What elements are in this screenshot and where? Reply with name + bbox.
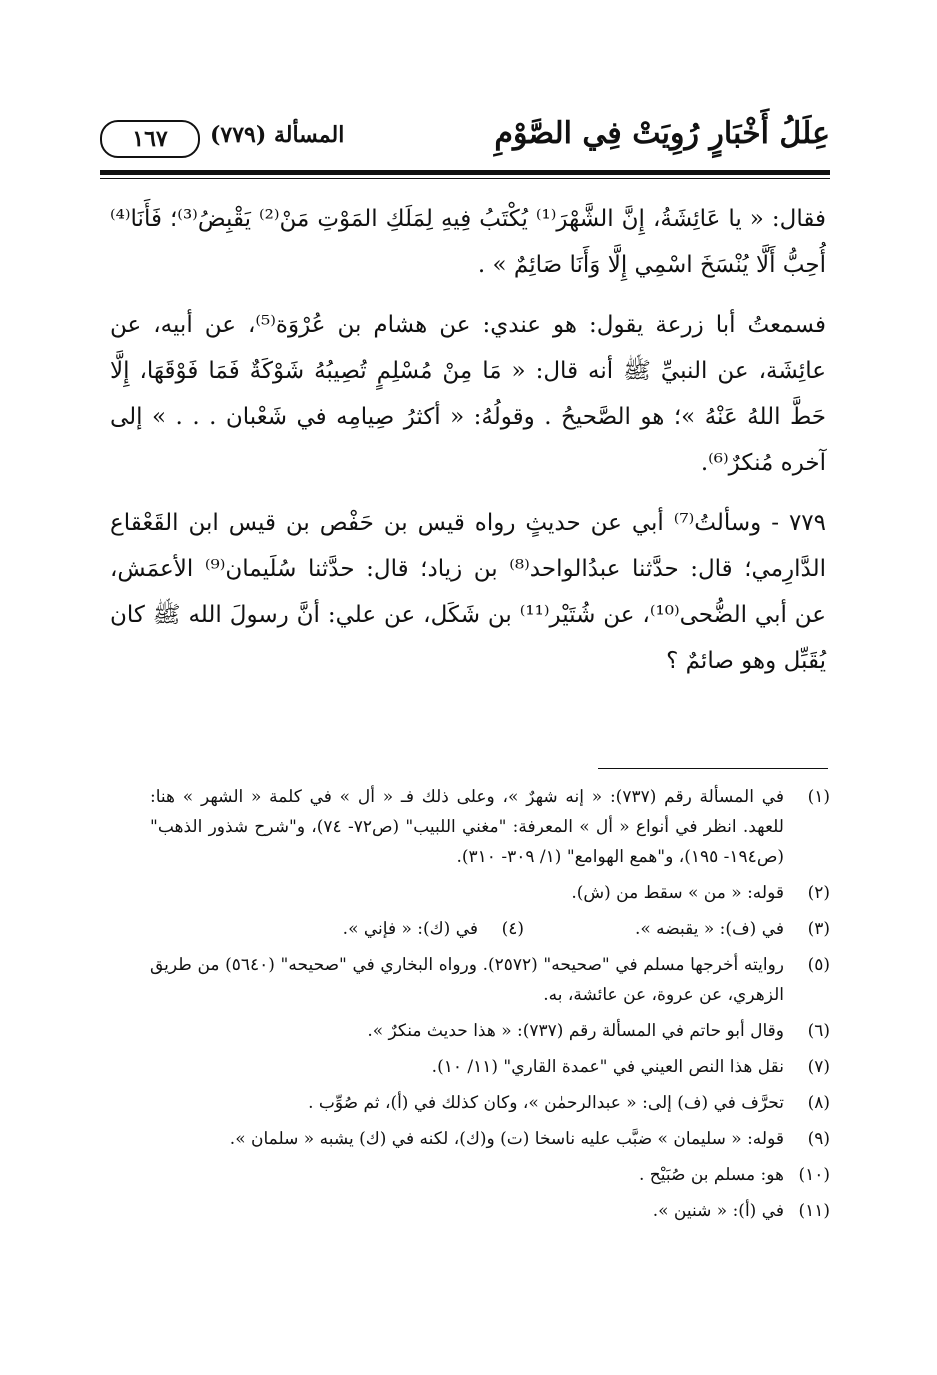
footnote <box>150 1088 830 1118</box>
footnote-text: قوله: « من » سقط من (ش). <box>571 883 784 903</box>
issue-label: المسألة (٧٧٩) <box>210 122 345 148</box>
footnote-number: (٢) <box>807 883 830 903</box>
footnote-number: (٣) <box>807 919 830 939</box>
footnote-text: قوله: « سليمان » ضبَّب عليه ناسخا (ت) و(ك)، لكنه في (ك) يشبه « سلمان ». <box>229 1129 784 1149</box>
footnote-text: في المسألة رقم (٧٣٧): « إنه شهرٌ »، وعلى ذلك فـ « أل » في كلمة « الشهر » هنا: للعهد. انظر في أنواع « أل » المعرفة: "مغني اللبيب" (ص٧٢- ٧٤)، و"شرح شذور الذهب" (ص١٩٤- ١٩٥)، و"همع الهوامع" (١/ ٣٠٩- ٣١٠). <box>150 787 784 867</box>
footnote-number: (٥) <box>807 955 830 975</box>
page-header <box>100 112 830 162</box>
paragraph-issue-779: ٧٧٩ - وسألتُ⁽⁷⁾ أبي عن حديثٍ رواه قيس بن حَفْص بن قيس ابن القَعْقاع الدَّارِمي؛ قال: حدَّثنا عبدُالواحد⁽⁸⁾ بن زياد؛ قال: حدَّثنا سُلَيمان⁽⁹⁾ الأعمَش، عن أبي الضُّحى⁽¹⁰⁾، عن شُتَيْر⁽¹¹⁾ بن شَكَل، عن علي: أنَّ رسولَ الله ﷺ كان يُقَبِّل وهو صائمٌ ؟ <box>110 510 827 674</box>
page-number: ١٦٧ <box>100 120 200 158</box>
footnote <box>150 878 830 908</box>
footnote <box>150 782 830 872</box>
footnote-row <box>150 914 830 944</box>
footnote <box>150 950 830 1010</box>
footnote-number: (١١) <box>798 1201 830 1221</box>
footnote <box>150 1124 830 1154</box>
footnote-number: (١٠) <box>798 1165 830 1185</box>
footnote <box>150 1160 830 1190</box>
header-rule-thick <box>100 170 830 175</box>
footnote-number: (٩) <box>807 1129 830 1149</box>
footnote-text: نقل هذا النص العيني في "عمدة القاري" (١١/ ١٠). <box>431 1057 784 1077</box>
footnote-separator <box>598 768 828 769</box>
footnote <box>218 914 524 944</box>
paragraph-hadith-text: فقال: « يا عَائِشَةُ، إِنَّ الشَّهْرَ⁽¹⁾ يُكْتَبُ فِيهِ لِمَلَكِ المَوْتِ مَنْ⁽²⁾ يَقْبِضُ⁽³⁾؛ فَأَنَا⁽⁴⁾ أُحِبُّ أَلَّا يُنْسَخَ اسْمِي إِلَّا وَأَنَا صَائِمٌ » . <box>110 206 826 278</box>
footnote-text: روايته أخرجها مسلم في "صحيحه" (٢٥٧٢). ورواه البخاري في "صحيحه" (٥٦٤٠) من طريق الزهري، عن عروة، عن عائشة، به. <box>150 955 784 1005</box>
paragraph-abu-zura: فسمعتُ أبا زرعة يقول: هو عندي: عن هشام بن عُرْوَة⁽⁵⁾، عن أبيه، عن عائِشَة، عن النبيِّ ﷺ أنه قال: « مَا مِنْ مُسْلِمٍ تُصِيبُهُ شَوْكَةٌ فَمَا فَوْقَهَا، إِلَّا حَطَّ اللهُ عَنْهُ »؛ هو الصَّحيحُ . وقولُهُ: « أكثرُ صِيامِه في شَعْبان . . . » إلى آخره مُنكرٌ⁽⁶⁾. <box>110 312 826 476</box>
footnote-number: (٨) <box>807 1093 830 1113</box>
book-title: عِلَلُ أَخْبَارٍ رُوِيَتْ فِي الصَّوْمِ <box>494 116 830 151</box>
footnote <box>150 1196 830 1226</box>
footnote-text: في (أ): « شنين ». <box>652 1201 784 1221</box>
footnote-text: في (ف): « يقبضه ». <box>634 919 784 939</box>
main-text <box>110 196 826 698</box>
footnote-text: في (ك): « فإني ». <box>342 919 478 939</box>
footnote-number: (٧) <box>807 1057 830 1077</box>
footnote-text: تحرَّف في (ف) إلى: « عبدالرحمٰن »، وكان كذلك في (أ)، ثم صُوِّب . <box>308 1093 784 1113</box>
footnote-text: هو: مسلم بن صُبَيْح . <box>638 1165 784 1185</box>
footnote-number: (١) <box>807 787 830 807</box>
footnote-text: وقال أبو حاتم في المسألة رقم (٧٣٧): « هذا حديث منكرٌ ». <box>367 1021 784 1041</box>
footnote-number: (٤) <box>501 919 524 939</box>
footnote <box>150 1052 830 1082</box>
footnote <box>524 914 830 944</box>
footnote <box>150 1016 830 1046</box>
footnote-number: (٦) <box>807 1021 830 1041</box>
header-rule-thin <box>100 178 830 179</box>
footnotes <box>150 782 830 1232</box>
